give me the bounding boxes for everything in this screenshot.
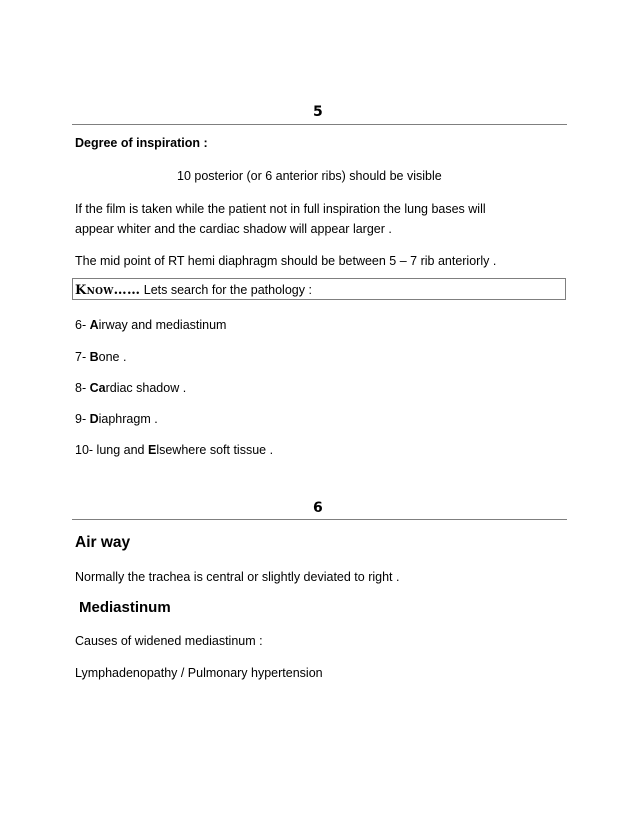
paragraph-diaphragm: The mid point of RT hemi diaphragm should be between 5 – 7 rib anteriorly . <box>75 254 497 268</box>
heading-mediastinum: Mediastinum <box>79 599 171 616</box>
paragraph-inspiration-line1: If the film is taken while the patient not in full inspiration the lung bases will <box>75 202 486 216</box>
list-item-initial: B <box>89 350 99 364</box>
list-item <box>75 442 273 458</box>
list-item-text: one . <box>98 350 127 364</box>
list-item-number: 6- <box>75 318 90 332</box>
list-item-number: 10- lung and <box>75 443 148 457</box>
list-item-text: irway and mediastinum <box>98 318 227 332</box>
list-item-initial: D <box>89 412 99 426</box>
causes-list: Lymphadenopathy / Pulmonary hypertension <box>75 666 323 680</box>
know-text: Lets search for the pathology : <box>140 283 312 297</box>
know-lead: Know…… <box>75 283 141 298</box>
section-number-5: 5 <box>313 104 323 120</box>
list-item-number: 9- <box>75 412 90 426</box>
paragraph-causes: Causes of widened mediastinum : <box>75 634 263 648</box>
list-item-number: 8- <box>75 381 90 395</box>
section-rule-5 <box>72 124 567 125</box>
section-rule-6 <box>72 519 567 520</box>
section-number-6: 6 <box>313 500 323 516</box>
list-item <box>75 349 126 365</box>
heading-degree-of-inspiration: Degree of inspiration : <box>75 136 208 150</box>
paragraph-trachea: Normally the trachea is central or slightly deviated to right . <box>75 570 400 584</box>
list-item-initial: Ca <box>89 381 106 395</box>
list-item-text: iaphragm . <box>98 412 158 426</box>
paragraph-inspiration-line2: appear whiter and the cardiac shadow will appear larger . <box>75 222 392 236</box>
list-item <box>75 411 158 427</box>
list-item-initial: A <box>89 318 99 332</box>
list-item <box>75 380 186 396</box>
list-item-text: lsewhere soft tissue . <box>156 443 274 457</box>
ribs-visible-line: 10 posterior (or 6 anterior ribs) should be visible <box>177 169 442 183</box>
know-line <box>75 282 312 299</box>
list-item-initial: E <box>147 443 157 457</box>
list-item-number: 7- <box>75 350 90 364</box>
list-item <box>75 317 226 333</box>
list-item-text: rdiac shadow . <box>105 381 187 395</box>
heading-airway: Air way <box>75 534 131 551</box>
